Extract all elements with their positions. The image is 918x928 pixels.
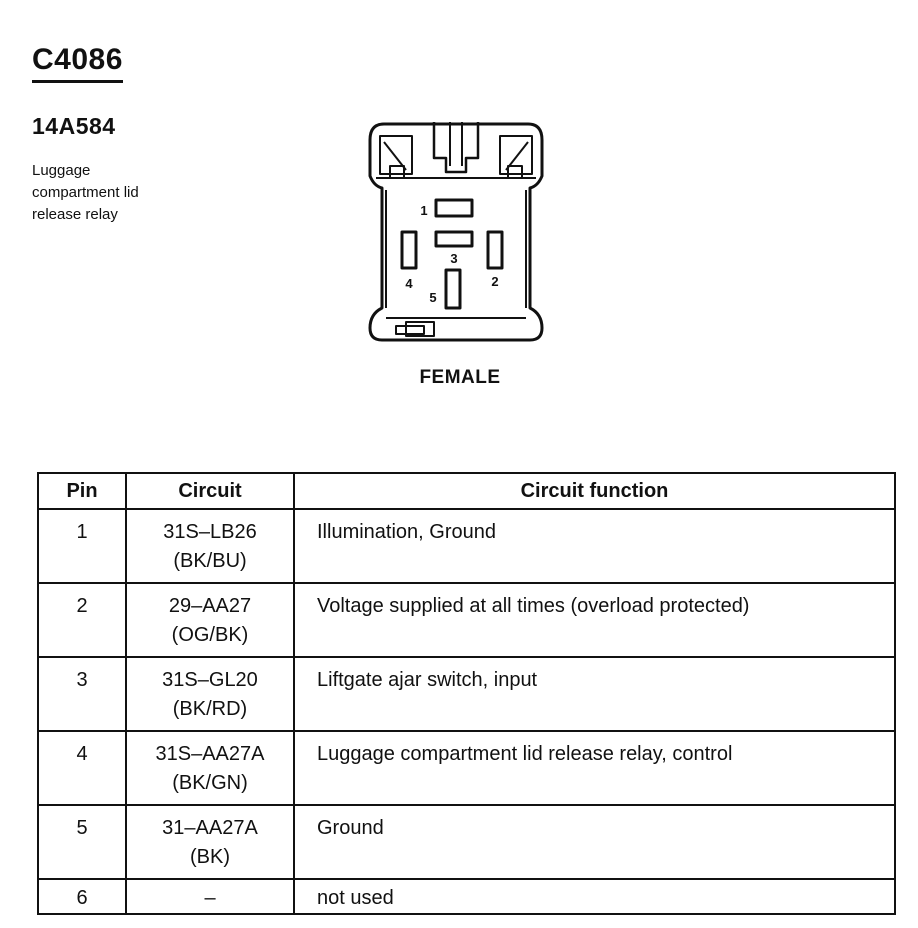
circuit-cell (126, 731, 294, 805)
circuit-cell (126, 509, 294, 583)
circuit-code: 31S–GL20 (162, 669, 258, 691)
circuit-function: not used (294, 879, 895, 914)
table-row (38, 657, 895, 731)
part-number: 14A584 (32, 113, 116, 139)
pin-table (37, 472, 896, 915)
table-row (38, 731, 895, 805)
circuit-code: 31S–LB26 (163, 521, 257, 543)
header-circuit: Circuit (126, 473, 294, 509)
pin-label-3: 3 (450, 251, 458, 266)
circuit-cell (126, 879, 294, 914)
table-row (38, 879, 895, 914)
circuit-cell (126, 657, 294, 731)
wire-color: (OG/BK) (171, 624, 249, 646)
pin-cavity-5 (446, 270, 460, 308)
pin-label-1: 1 (420, 203, 428, 218)
table-row (38, 805, 895, 879)
circuit-code: 31S–AA27A (155, 743, 265, 765)
pin-number: 6 (38, 879, 126, 914)
pin-label-2: 2 (491, 274, 499, 289)
wire-color: (BK) (190, 846, 230, 868)
circuit-function: Voltage supplied at all times (overload protected) (294, 583, 895, 657)
circuit-code: 31–AA27A (162, 817, 258, 839)
table-header-row (38, 473, 895, 509)
pin-number: 3 (38, 657, 126, 731)
pin-label-4: 4 (405, 276, 413, 291)
pin-number: 5 (38, 805, 126, 879)
connector-gender: FEMALE (419, 367, 501, 388)
connector-diagram (366, 118, 546, 353)
connector-id: C4086 (32, 44, 123, 83)
circuit-function: Luggage compartment lid release relay, control (294, 731, 895, 805)
header-circuit-function: Circuit function (294, 473, 895, 509)
pin-cavity-4 (402, 232, 416, 268)
circuit-function: Illumination, Ground (294, 509, 895, 583)
header-pin: Pin (38, 473, 126, 509)
pin-number: 1 (38, 509, 126, 583)
circuit-function: Ground (294, 805, 895, 879)
circuit-cell (126, 583, 294, 657)
circuit-code: – (204, 887, 216, 909)
latch (434, 122, 478, 172)
circuit-cell (126, 805, 294, 879)
pin-number: 4 (38, 731, 126, 805)
pin-cavity-1 (436, 200, 472, 216)
pin-label-5: 5 (429, 290, 437, 305)
pin-cavity-2 (488, 232, 502, 268)
pin-number: 2 (38, 583, 126, 657)
table-row (38, 509, 895, 583)
table-row (38, 583, 895, 657)
circuit-function: Liftgate ajar switch, input (294, 657, 895, 731)
connector-description: Luggage compartment lid release relay (32, 162, 139, 223)
wire-color: (BK/RD) (172, 698, 248, 720)
wire-color: (BK/GN) (172, 772, 248, 794)
wire-color: (BK/BU) (173, 550, 247, 572)
pin-cavity-3 (436, 232, 472, 246)
circuit-code: 29–AA27 (168, 595, 252, 617)
